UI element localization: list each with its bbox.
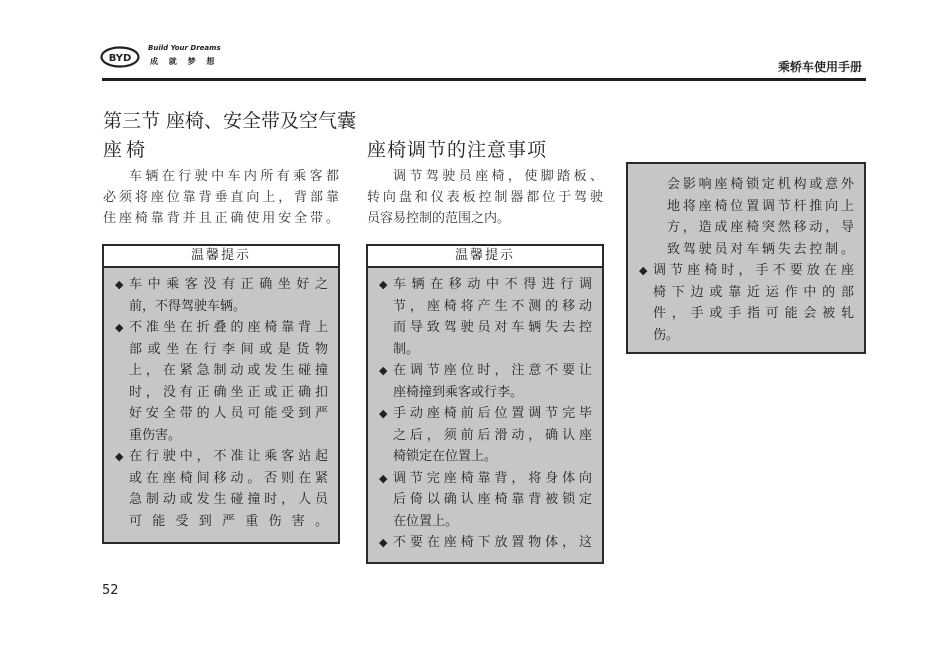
warning-item: ◆ 在行驶中，不准让乘客站起 或在座椅间移动。否则在紧 急制动或发生碰撞时，人员 可能受到严重伤害。 <box>115 446 328 532</box>
warning-item: ◆ 调节座椅时，手不要放在座 椅下边或靠近运作中的部 件，手或手指可能会被轧 伤。 <box>639 260 854 346</box>
warning-item: ◆ 车中乘客没有正确坐好之 前，不得驾驶车辆。 <box>115 274 328 317</box>
warning-item: ◆ 调节完座椅靠背，将身体向 后倚以确认座椅靠背被锁定 在位置上。 <box>379 468 592 533</box>
warning-title: 温馨提示 <box>368 246 602 268</box>
diamond-bullet-icon: ◆ <box>379 364 388 377</box>
header-rule <box>102 78 866 81</box>
continued-text: 会影响座椅锁定机构或意外 地将座椅位置调节杆推向上 方，造成座椅突然移动，导 致驾驶员对车辆失去控制。 <box>667 177 854 257</box>
warning-title: 温馨提示 <box>104 246 338 268</box>
warning-item: ◆ 不准坐在折叠的座椅靠背上 部或坐在行李间或是货物 上，在紧急制动或发生碰撞 时，没有正确坐正或正确扣 好安全带的人员可能受到严 重伤害。 <box>115 317 328 446</box>
logo-tagline-en: Build Your Dreams <box>148 44 221 52</box>
warning-box-middle <box>366 244 604 564</box>
diamond-bullet-icon: ◆ <box>379 471 388 485</box>
seat-heading: 座椅 <box>103 139 150 161</box>
diamond-bullet-icon: ◆ <box>115 450 124 463</box>
seat-intro-paragraph: 车辆在行驶中车内所有乘客都 必须将座位靠背垂直向上，背部靠 住座椅靠背并且正确使用安全带。 <box>103 169 339 226</box>
diamond-bullet-icon: ◆ <box>115 278 124 291</box>
logo-tagline-cn: 成 就 梦 想 <box>150 57 219 66</box>
byd-logo <box>100 46 140 68</box>
diamond-bullet-icon: ◆ <box>379 278 388 291</box>
page-number: 52 <box>102 583 119 598</box>
warning-item: ◆ 车辆在移动中不得进行调 节，座椅将产生不测的移动 而导致驾驶员对车辆失去控 制。 <box>379 274 592 360</box>
seat-adjust-heading: 座椅调节的注意事项 <box>367 139 548 161</box>
diamond-bullet-icon: ◆ <box>379 407 388 420</box>
warning-box-right <box>626 162 866 354</box>
warning-item: ◆ 手动座椅前后位置调节完毕 之后，须前后滑动，确认座 椅锁定在位置上。 <box>379 403 592 468</box>
section-title: 第三节 座椅、安全带及空气囊 <box>103 110 357 132</box>
warning-item: ◆ 不要在座椅下放置物体，这 <box>379 532 592 554</box>
seat-adjust-paragraph: 调节驾驶员座椅，使脚踏板、 转向盘和仪表板控制器都位于驾驶 员容易控制的范围之内。 <box>367 169 603 226</box>
warning-item: ◆ 在调节座位时，注意不要让 座椅撞到乘客或行李。 <box>379 360 592 403</box>
diamond-bullet-icon: ◆ <box>115 321 124 334</box>
warning-box-left <box>102 244 340 544</box>
manual-title: 乘轿车使用手册 <box>777 60 862 74</box>
svg-text:BYD: BYD <box>108 53 132 64</box>
diamond-bullet-icon: ◆ <box>639 264 648 277</box>
diamond-bullet-icon: ◆ <box>379 536 388 549</box>
